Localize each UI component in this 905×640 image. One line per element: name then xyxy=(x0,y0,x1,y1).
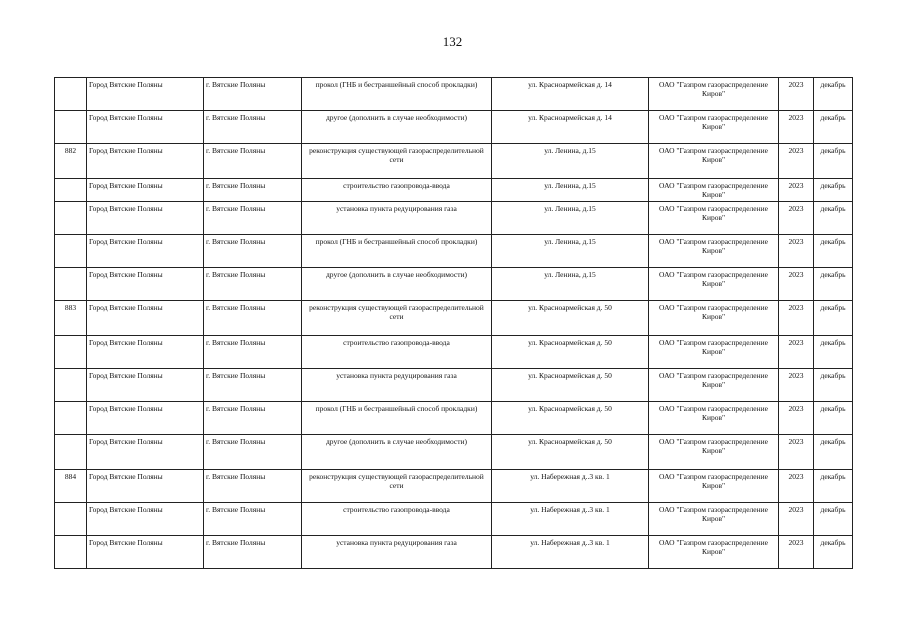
work-type-cell: прокол (ГНБ и бестраншейный способ прокладки) xyxy=(302,78,492,111)
year-cell: 2023 xyxy=(779,503,814,536)
municipality-cell: Город Вятские Поляны xyxy=(87,111,204,144)
row-number-cell xyxy=(55,268,87,301)
row-number-cell xyxy=(55,336,87,369)
settlement-cell: г. Вятские Поляны xyxy=(204,435,302,470)
municipality-cell: Город Вятские Поляны xyxy=(87,470,204,503)
year-cell: 2023 xyxy=(779,179,814,202)
municipality-cell: Город Вятские Поляны xyxy=(87,268,204,301)
table-row xyxy=(55,435,853,470)
organization-cell: ОАО "Газпром газораспределение Киров" xyxy=(649,202,779,235)
month-cell: декабрь xyxy=(814,202,853,235)
settlement-cell: г. Вятские Поляны xyxy=(204,235,302,268)
organization-cell: ОАО "Газпром газораспределение Киров" xyxy=(649,235,779,268)
year-cell: 2023 xyxy=(779,470,814,503)
work-type-cell: прокол (ГНБ и бестраншейный способ прокладки) xyxy=(302,402,492,435)
month-cell: декабрь xyxy=(814,470,853,503)
work-type-cell: установка пункта редуцирования газа xyxy=(302,536,492,569)
year-cell: 2023 xyxy=(779,402,814,435)
year-cell: 2023 xyxy=(779,301,814,336)
year-cell: 2023 xyxy=(779,78,814,111)
settlement-cell: г. Вятские Поляны xyxy=(204,536,302,569)
table-row xyxy=(55,144,853,179)
month-cell: декабрь xyxy=(814,179,853,202)
table-row xyxy=(55,369,853,402)
municipality-cell: Город Вятские Поляны xyxy=(87,78,204,111)
row-number-cell xyxy=(55,111,87,144)
table-row xyxy=(55,536,853,569)
municipality-cell: Город Вятские Поляны xyxy=(87,336,204,369)
month-cell: декабрь xyxy=(814,301,853,336)
settlement-cell: г. Вятские Поляны xyxy=(204,503,302,536)
row-number-cell xyxy=(55,179,87,202)
address-cell: ул. Красноармейская д. 14 xyxy=(492,78,649,111)
year-cell: 2023 xyxy=(779,111,814,144)
organization-cell: ОАО "Газпром газораспределение Киров" xyxy=(649,301,779,336)
settlement-cell: г. Вятские Поляны xyxy=(204,268,302,301)
organization-cell: ОАО "Газпром газораспределение Киров" xyxy=(649,144,779,179)
registry-table xyxy=(54,77,853,569)
municipality-cell: Город Вятские Поляны xyxy=(87,202,204,235)
table-row xyxy=(55,179,853,202)
table-row xyxy=(55,402,853,435)
work-type-cell: другое (дополнить в случае необходимости) xyxy=(302,268,492,301)
month-cell: декабрь xyxy=(814,336,853,369)
municipality-cell: Город Вятские Поляны xyxy=(87,536,204,569)
settlement-cell: г. Вятские Поляны xyxy=(204,144,302,179)
row-number-cell xyxy=(55,235,87,268)
row-number-cell xyxy=(55,435,87,470)
row-number-cell xyxy=(55,503,87,536)
year-cell: 2023 xyxy=(779,435,814,470)
table-row xyxy=(55,235,853,268)
address-cell: ул. Красноармейская д. 50 xyxy=(492,435,649,470)
organization-cell: ОАО "Газпром газораспределение Киров" xyxy=(649,336,779,369)
settlement-cell: г. Вятские Поляны xyxy=(204,336,302,369)
organization-cell: ОАО "Газпром газораспределение Киров" xyxy=(649,503,779,536)
table-row xyxy=(55,202,853,235)
organization-cell: ОАО "Газпром газораспределение Киров" xyxy=(649,268,779,301)
address-cell: ул. Ленина, д.15 xyxy=(492,202,649,235)
organization-cell: ОАО "Газпром газораспределение Киров" xyxy=(649,369,779,402)
settlement-cell: г. Вятские Поляны xyxy=(204,202,302,235)
row-number-cell xyxy=(55,202,87,235)
address-cell: ул. Ленина, д.15 xyxy=(492,179,649,202)
address-cell: ул. Ленина, д.15 xyxy=(492,144,649,179)
year-cell: 2023 xyxy=(779,369,814,402)
work-type-cell: реконструкция существующей газораспределительной сети xyxy=(302,144,492,179)
address-cell: ул. Ленина, д.15 xyxy=(492,235,649,268)
work-type-cell: другое (дополнить в случае необходимости) xyxy=(302,111,492,144)
month-cell: декабрь xyxy=(814,144,853,179)
address-cell: ул. Набережная д..3 кв. 1 xyxy=(492,503,649,536)
month-cell: декабрь xyxy=(814,268,853,301)
organization-cell: ОАО "Газпром газораспределение Киров" xyxy=(649,402,779,435)
municipality-cell: Город Вятские Поляны xyxy=(87,369,204,402)
row-number-cell xyxy=(55,536,87,569)
table-row xyxy=(55,78,853,111)
organization-cell: ОАО "Газпром газораспределение Киров" xyxy=(649,435,779,470)
settlement-cell: г. Вятские Поляны xyxy=(204,402,302,435)
settlement-cell: г. Вятские Поляны xyxy=(204,301,302,336)
work-type-cell: другое (дополнить в случае необходимости) xyxy=(302,435,492,470)
municipality-cell: Город Вятские Поляны xyxy=(87,235,204,268)
month-cell: декабрь xyxy=(814,536,853,569)
organization-cell: ОАО "Газпром газораспределение Киров" xyxy=(649,78,779,111)
address-cell: ул. Набережная д..3 кв. 1 xyxy=(492,536,649,569)
month-cell: декабрь xyxy=(814,402,853,435)
work-type-cell: строительство газопровода-ввода xyxy=(302,179,492,202)
table-row xyxy=(55,470,853,503)
address-cell: ул. Ленина, д.15 xyxy=(492,268,649,301)
row-number-cell xyxy=(55,78,87,111)
row-number-cell xyxy=(55,402,87,435)
settlement-cell: г. Вятские Поляны xyxy=(204,369,302,402)
address-cell: ул. Красноармейская д. 50 xyxy=(492,336,649,369)
month-cell: декабрь xyxy=(814,78,853,111)
table-row xyxy=(55,503,853,536)
organization-cell: ОАО "Газпром газораспределение Киров" xyxy=(649,536,779,569)
year-cell: 2023 xyxy=(779,268,814,301)
address-cell: ул. Красноармейская д. 50 xyxy=(492,301,649,336)
year-cell: 2023 xyxy=(779,235,814,268)
row-number-cell xyxy=(55,369,87,402)
municipality-cell: Город Вятские Поляны xyxy=(87,503,204,536)
table-row xyxy=(55,111,853,144)
year-cell: 2023 xyxy=(779,336,814,369)
address-cell: ул. Набережная д..3 кв. 1 xyxy=(492,470,649,503)
address-cell: ул. Красноармейская д. 14 xyxy=(492,111,649,144)
work-type-cell: установка пункта редуцирования газа xyxy=(302,369,492,402)
month-cell: декабрь xyxy=(814,435,853,470)
work-type-cell: прокол (ГНБ и бестраншейный способ прокладки) xyxy=(302,235,492,268)
municipality-cell: Город Вятские Поляны xyxy=(87,402,204,435)
municipality-cell: Город Вятские Поляны xyxy=(87,144,204,179)
work-type-cell: реконструкция существующей газораспределительной сети xyxy=(302,301,492,336)
municipality-cell: Город Вятские Поляны xyxy=(87,179,204,202)
settlement-cell: г. Вятские Поляны xyxy=(204,470,302,503)
work-type-cell: установка пункта редуцирования газа xyxy=(302,202,492,235)
address-cell: ул. Красноармейская д. 50 xyxy=(492,402,649,435)
work-type-cell: реконструкция существующей газораспределительной сети xyxy=(302,470,492,503)
settlement-cell: г. Вятские Поляны xyxy=(204,78,302,111)
year-cell: 2023 xyxy=(779,202,814,235)
page-number: 132 xyxy=(442,34,463,49)
municipality-cell: Город Вятские Поляны xyxy=(87,301,204,336)
organization-cell: ОАО "Газпром газораспределение Киров" xyxy=(649,470,779,503)
settlement-cell: г. Вятские Поляны xyxy=(204,179,302,202)
registry-rows xyxy=(55,78,853,569)
row-number-cell: 884 xyxy=(55,470,87,503)
month-cell: декабрь xyxy=(814,111,853,144)
year-cell: 2023 xyxy=(779,144,814,179)
month-cell: декабрь xyxy=(814,369,853,402)
table-row xyxy=(55,268,853,301)
work-type-cell: строительство газопровода-ввода xyxy=(302,336,492,369)
month-cell: декабрь xyxy=(814,235,853,268)
table-row xyxy=(55,336,853,369)
organization-cell: ОАО "Газпром газораспределение Киров" xyxy=(649,179,779,202)
year-cell: 2023 xyxy=(779,536,814,569)
address-cell: ул. Красноармейская д. 50 xyxy=(492,369,649,402)
month-cell: декабрь xyxy=(814,503,853,536)
row-number-cell: 883 xyxy=(55,301,87,336)
settlement-cell: г. Вятские Поляны xyxy=(204,111,302,144)
municipality-cell: Город Вятские Поляны xyxy=(87,435,204,470)
row-number-cell: 882 xyxy=(55,144,87,179)
work-type-cell: строительство газопровода-ввода xyxy=(302,503,492,536)
organization-cell: ОАО "Газпром газораспределение Киров" xyxy=(649,111,779,144)
table-row xyxy=(55,301,853,336)
